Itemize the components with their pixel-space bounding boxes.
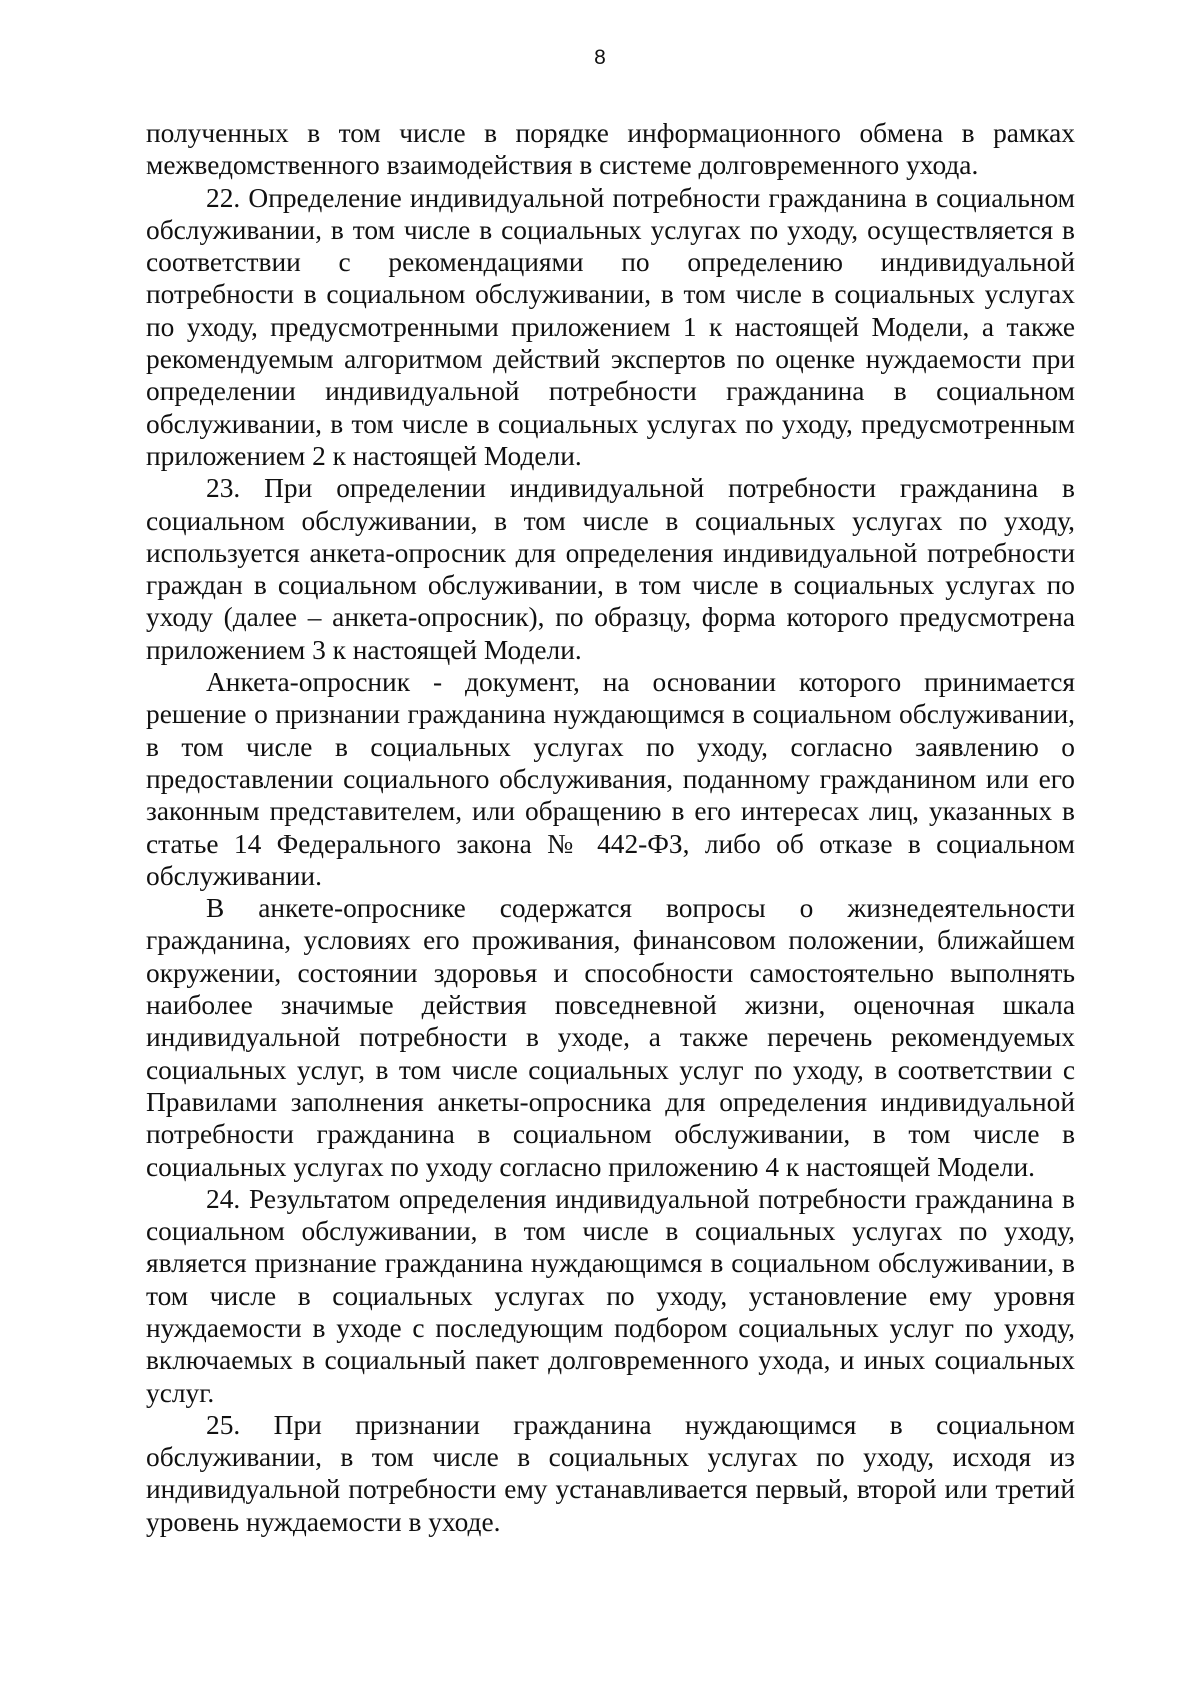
paragraph-questionnaire-definition: Анкета-опросник - документ, на основании которого принимается решение о признании гражданина нуждающимся в социальном обслуживании, в том числе в социальных услугах по уходу, согласно заявлению о предоставлении социального обслуживания, поданному гражданином или его законным представителем, или обращению в его интересах лиц, указанных в статье 14 Федерального закона № 442-ФЗ, либо об отказе в социальном обслуживании. <box>146 667 1075 891</box>
paragraph-item-23: 23. При определении индивидуальной потребности гражданина в социальном обслуживании, в том числе в социальных услугах по уходу, используется анкета-опросник для определения индивидуальной потребности граждан в социальном обслуживании, в том числе в социальных услугах по уходу (далее – анкета-опросник), по образцу, форма которого предусмотрена приложением 3 к настоящей Модели. <box>146 473 1075 665</box>
page-number: 8 <box>594 46 606 69</box>
paragraph-item-25: 25. При признании гражданина нуждающимся в социальном обслуживании, в том числе в социальных услугах по уходу, исходя из индивидуальной потребности ему устанавливается первый, второй или третий уровень нуждаемости в уходе. <box>146 1409 1075 1537</box>
document-body <box>146 117 1075 1538</box>
paragraph-questionnaire-contents: В анкете-опроснике содержатся вопросы о жизнедеятельности гражданина, условиях его проживания, финансовом положении, ближайшем окружении, состоянии здоровья и способности самостоятельно выполнять наиболее значимые действия повседневной жизни, оценочная шкала индивидуальной потребности в уходе, а также перечень рекомендуемых социальных услуг, в том числе социальных услуг по уходу, в соответствии с Правилами заполнения анкеты-опросника для определения индивидуальной потребности гражданина в социальном обслуживании, в том числе в социальных услугах по уходу согласно приложению 4 к настоящей Модели. <box>146 893 1075 1182</box>
paragraph-continuation: полученных в том числе в порядке информационного обмена в рамках межведомственного взаимодействия в системе долговременного ухода. <box>146 118 1075 181</box>
paragraph-item-24: 24. Результатом определения индивидуальной потребности гражданина в социальном обслуживании, в том числе в социальных услугах по уходу, является признание гражданина нуждающимся в социальном обслуживании, в том числе в социальных услугах по уходу, установление ему уровня нуждаемости в уходе с последующим подбором социальных услуг по уходу, включаемых в социальный пакет долговременного ухода, и иных социальных услуг. <box>146 1183 1075 1408</box>
paragraph-item-22: 22. Определение индивидуальной потребности гражданина в социальном обслуживании, в том числе в социальных услугах по уходу, осуществляется в соответствии с рекомендациями по определению индивидуальной потребности в социальном обслуживании, в том числе в социальных услугах по уходу, предусмотренными приложением 1 к настоящей Модели, а также рекомендуемым алгоритмом действий экспертов по оценке нуждаемости при определении индивидуальной потребности гражданина в социальном обслуживании, в том числе в социальных услугах по уходу, предусмотренным приложением 2 к настоящей Модели. <box>146 182 1075 471</box>
